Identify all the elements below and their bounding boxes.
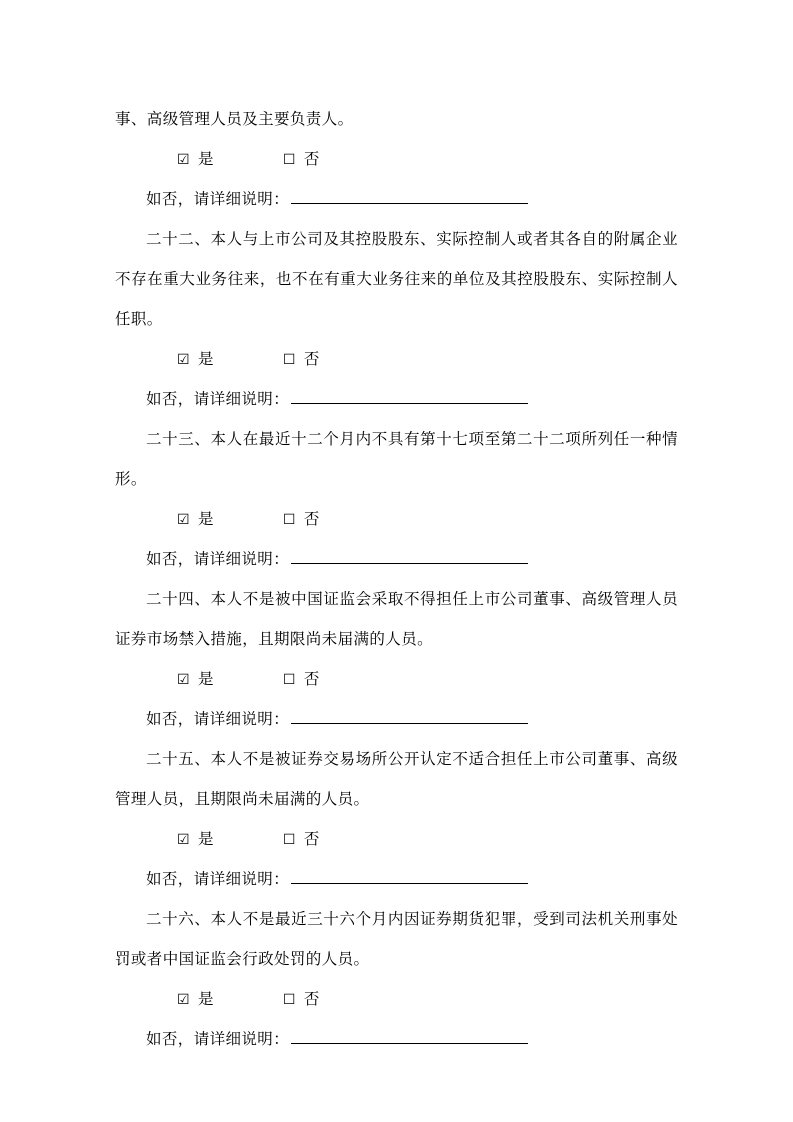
paragraph: 二十五、本人不是被证券交易场所公开认定不适合担任上市公司董事、高级管理人员，且期限尚未届满的人员。 — [115, 751, 678, 808]
explain-label: 如否，请详细说明： — [146, 191, 290, 208]
option-label-no: 否 — [303, 351, 320, 368]
choice-row — [115, 140, 678, 180]
checkbox-yes-checked[interactable]: ☑ — [177, 352, 190, 368]
checkbox-no-unchecked[interactable]: ☐ — [282, 512, 296, 528]
choice-row — [115, 820, 678, 860]
option-label-yes: 是 — [197, 671, 214, 688]
checkbox-yes-checked[interactable]: ☑ — [177, 512, 190, 528]
explain-label: 如否，请详细说明： — [146, 391, 290, 408]
choice-row — [115, 660, 678, 700]
checkbox-yes-checked[interactable]: ☑ — [177, 152, 190, 168]
option-label-no: 否 — [303, 831, 320, 848]
option-label-yes: 是 — [197, 151, 214, 168]
paragraph: 事、高级管理人员及主要负责人。 — [115, 111, 354, 128]
option-label-no: 否 — [303, 991, 320, 1008]
checkbox-no-unchecked[interactable]: ☐ — [282, 152, 296, 168]
choice-row — [115, 980, 678, 1020]
paragraph: 二十二、本人与上市公司及其控股股东、实际控制人或者其各自的附属企业不存在重大业务往来，也不在有重大业务往来的单位及其控股股东、实际控制人任职。 — [115, 231, 678, 328]
option-label-no: 否 — [303, 151, 320, 168]
checkbox-no-unchecked[interactable]: ☐ — [282, 352, 296, 368]
explain-blank-line[interactable] — [291, 1029, 528, 1044]
explain-row — [115, 700, 678, 740]
option-label-yes: 是 — [197, 351, 214, 368]
paragraph: 二十四、本人不是被中国证监会采取不得担任上市公司董事、高级管理人员证券市场禁入措施，且期限尚未届满的人员。 — [115, 591, 678, 648]
option-label-yes: 是 — [197, 511, 214, 528]
explain-row — [115, 540, 678, 580]
option-label-yes: 是 — [197, 831, 214, 848]
explain-label: 如否，请详细说明： — [146, 551, 290, 568]
paragraph: 二十六、本人不是最近三十六个月内因证券期货犯罪，受到司法机关刑事处罚或者中国证监会行政处罚的人员。 — [115, 911, 678, 968]
explain-label: 如否，请详细说明： — [146, 871, 290, 888]
checkbox-no-unchecked[interactable]: ☐ — [282, 992, 296, 1008]
choice-row — [115, 500, 678, 540]
checkbox-yes-checked[interactable]: ☑ — [177, 832, 190, 848]
checkbox-no-unchecked[interactable]: ☐ — [282, 672, 296, 688]
option-label-no: 否 — [303, 511, 320, 528]
explain-blank-line[interactable] — [291, 869, 528, 884]
explain-blank-line[interactable] — [291, 389, 528, 404]
choice-row — [115, 340, 678, 380]
explain-row — [115, 1020, 678, 1060]
checkbox-yes-checked[interactable]: ☑ — [177, 992, 190, 1008]
checkbox-yes-checked[interactable]: ☑ — [177, 672, 190, 688]
explain-blank-line[interactable] — [291, 709, 528, 724]
document-body — [115, 100, 678, 1060]
explain-label: 如否，请详细说明： — [146, 1031, 290, 1048]
explain-row — [115, 380, 678, 420]
option-label-yes: 是 — [197, 991, 214, 1008]
explain-blank-line[interactable] — [291, 549, 528, 564]
explain-row — [115, 860, 678, 900]
explain-blank-line[interactable] — [291, 189, 528, 204]
paragraph: 二十三、本人在最近十二个月内不具有第十七项至第二十二项所列任一种情形。 — [115, 431, 678, 488]
explain-label: 如否，请详细说明： — [146, 711, 290, 728]
option-label-no: 否 — [303, 671, 320, 688]
checkbox-no-unchecked[interactable]: ☐ — [282, 832, 296, 848]
explain-row — [115, 180, 678, 220]
